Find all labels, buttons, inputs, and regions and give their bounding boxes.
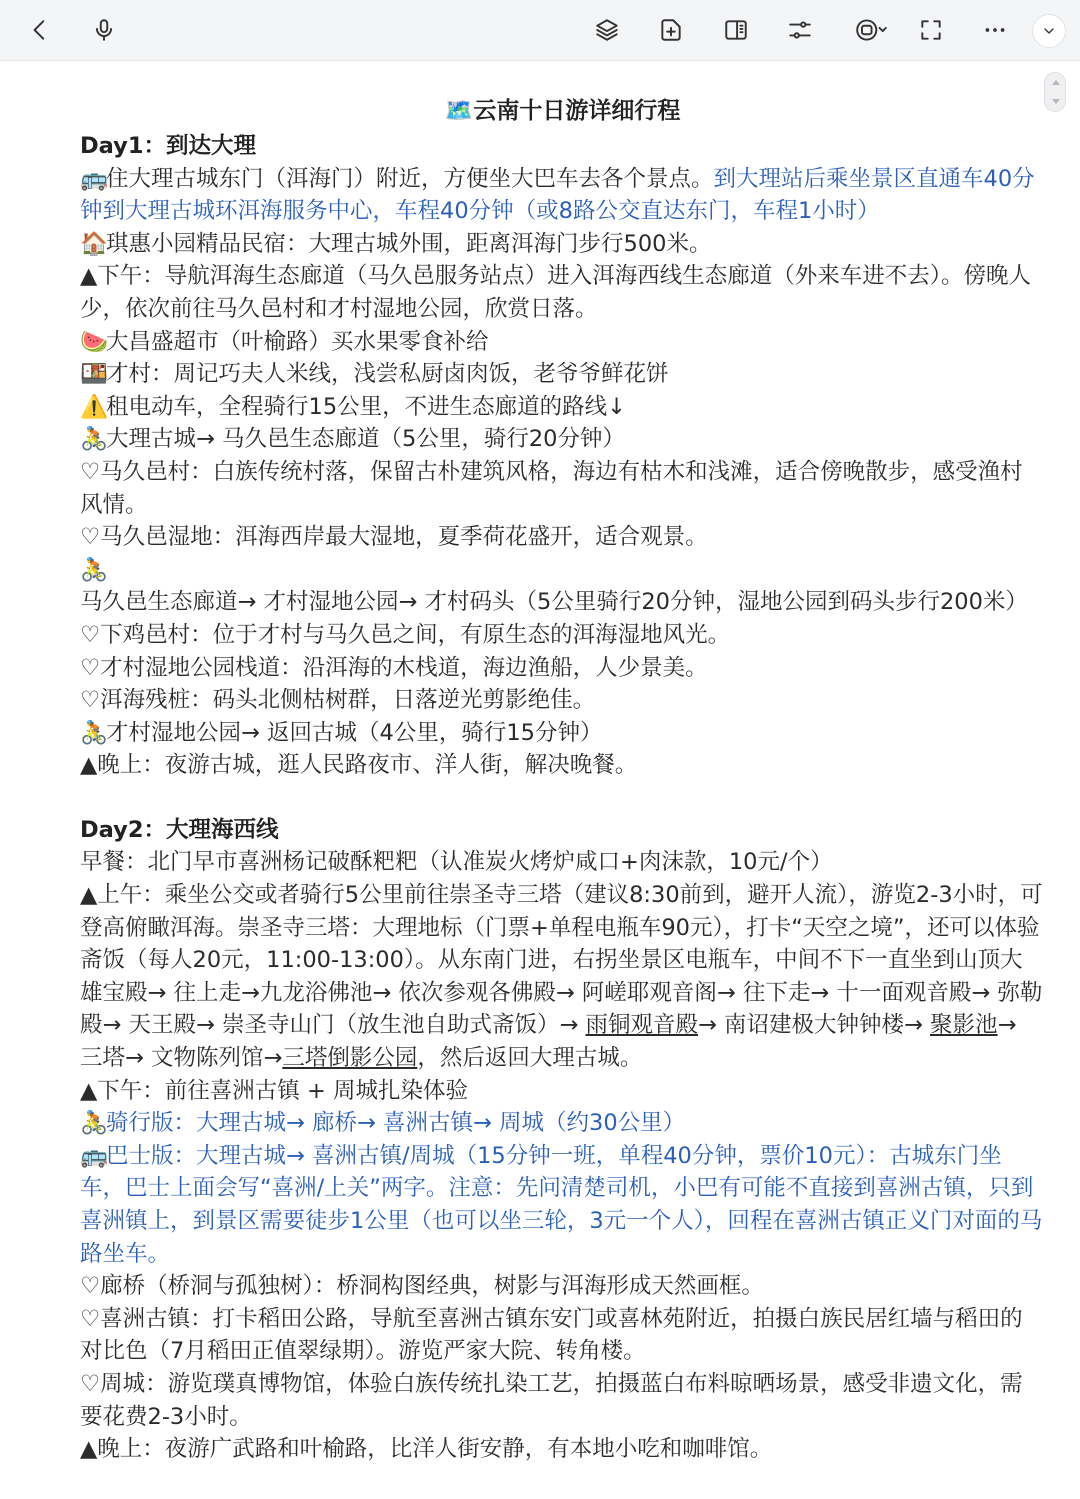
day2-line: ▲晚上：夜游广武路和叶榆路，比洋人街安静，有本地小吃和咖啡馆。 [80, 1436, 773, 1463]
day2-line: ▲下午：前往喜洲古镇 + 周城扎染体验 [80, 1077, 468, 1104]
text-run: → 南诏建极大钟钟楼→ [698, 1012, 931, 1039]
bicycle-icon: 🚴 [80, 1110, 109, 1137]
day2-line: ♡廊桥（桥洞与孤独树）：桥洞构图经典，树影与洱海形成天然画框。 [80, 1273, 764, 1300]
page-title [80, 92, 1045, 130]
day1-line [80, 554, 1045, 619]
day1-line: ♡马久邑湿地：洱海西岸最大湿地，夏季荷花盛开，适合观景。 [80, 524, 708, 551]
day2-line: ♡喜洲古镇：打卡稻田公路，导航至喜洲古镇东安门或喜林苑附近，拍摄白族民居红墙与稻田的对比色（7月稻田正值翠绿期）。游览严家大院、转角楼。 [80, 1305, 1023, 1365]
microphone-icon[interactable] [86, 12, 122, 48]
sliders-icon[interactable] [782, 12, 818, 48]
bicycle-icon: 🚴 [80, 719, 109, 746]
text-run: 住大理古城东门（洱海门）附近，方便坐大巴车去各个景点。 [106, 165, 714, 192]
section-gap [80, 782, 1045, 814]
bicycle-icon: 🚴 [80, 556, 109, 583]
day1-line: ▲下午：导航洱海生态廊道（马久邑服务站点）进入洱海西线生态廊道（外来车进不去）。傍晚人少，依次前往马久邑村和才村湿地公园，欣赏日落。 [80, 263, 1032, 322]
day2-line [80, 1107, 1045, 1140]
house-icon: 🏠 [80, 230, 109, 257]
watermelon-icon: 🍉 [80, 328, 109, 355]
map-icon: 🗺️ [444, 98, 474, 124]
day1-line [80, 358, 1045, 391]
linked-place[interactable]: 聚影池 [930, 1012, 998, 1039]
back-icon[interactable] [22, 12, 58, 48]
title-text: 云南十日游详细行程 [473, 98, 681, 124]
day1-line: ♡下鸡邑村：位于才村与马久邑之间，有原生态的洱海湿地风光。 [80, 621, 731, 648]
day1-heading: Day1：到达大理 [80, 133, 256, 159]
text-run: 租电动车，全程骑行15公里，不进生态廊道的路线↓ [106, 393, 626, 420]
day1-line [80, 228, 1045, 261]
split-view-icon[interactable] [718, 12, 754, 48]
day1-line [80, 326, 1045, 359]
expand-icon[interactable] [913, 12, 949, 48]
day1-line: ▲晚上：夜游古城，逛人民路夜市、洋人街，解决晚餐。 [80, 752, 638, 779]
text-run: 大理古城→ 马久邑生态廊道（5公里，骑行20分钟） [106, 426, 625, 453]
text-run: 才村湿地公园→ 返回古城（4公里，骑行15分钟） [106, 719, 603, 746]
text-run: ▲上午：乘坐公交或者骑行5公里前往崇圣寺三塔（建议8:30前到，避开人流），游览2-3小时，可登高俯瞰洱海。崇圣寺三塔：大理地标（门票+单程电瓶车90元），打卡“天空之境”，还可以体验斋饭（每人20元，11:00-13:00）。从东南门进，右拐坐景区电瓶车，中间不下一直坐到山顶大雄宝殿→ 往上走→九龙浴佛池→ 依次参观各佛殿→ 阿嵯耶观音阁→ 往下走→ 十一面观音殿→ 弥勒殿→ 天王殿→ 崇圣寺山门（放生池自助式斋饭）→ [80, 882, 1043, 1039]
day2-line: ♡周城：游览璞真博物馆，体验白族传统扎染工艺，拍摄蓝白布料晾晒场景，感受非遗文化，需要花费2-3小时。 [80, 1370, 1023, 1430]
day1-line [80, 717, 1045, 750]
text-run: → 三塔→ 文物陈列馆→ [80, 1012, 1017, 1072]
linked-place[interactable]: 雨铜观音殿 [585, 1012, 699, 1039]
bus-icon: 🚌 [80, 1142, 109, 1169]
transit-info: 到大理站后乘坐景区直通车40分钟到大理古城环洱海服务中心，车程40分钟（或8路公交直达东门，车程1小时） [80, 165, 1035, 225]
day1-line: ♡才村湿地公园栈道：沿洱海的木栈道，海边渔船，人少景美。 [80, 654, 708, 681]
day1-line [80, 163, 1045, 228]
day1-line: ♡马久邑村：白族传统村落，保留古朴建筑风格，海边有枯木和浅滩，适合傍晚散步，感受渔村风情。 [80, 458, 1023, 518]
day1-line: ♡洱海残桩：码头北侧枯树群，日落逆光剪影绝佳。 [80, 687, 596, 714]
day1-line [80, 423, 1045, 456]
bento-icon: 🍱 [80, 361, 109, 388]
text-run: 马久邑生态廊道→ 才村湿地公园→ 才村码头（5公里骑行20分钟，湿地公园到码头步行200米） [80, 589, 1028, 616]
bus-icon: 🚌 [80, 165, 109, 192]
top-toolbar [0, 0, 1080, 61]
more-icon[interactable] [977, 12, 1013, 48]
chevron-down-icon[interactable] [1032, 14, 1066, 48]
bicycle-icon: 🚴 [80, 426, 109, 453]
text-run: 琪惠小园精品民宿：大理古城外围，距离洱海门步行500米。 [106, 230, 712, 257]
warning-icon: ⚠️ [80, 393, 109, 420]
day2-line [80, 1140, 1045, 1270]
day2-heading: Day2：大理海西线 [80, 816, 279, 843]
day2-line [80, 879, 1045, 1075]
text-run: 大昌盛超市（叶榆路）买水果零食补给 [106, 328, 489, 355]
text-run: 巴士版：大理古城→ 喜洲古镇/周城（15分钟一班，单程40分钟，票价10元）：古城东门坐车，巴士上面会写“喜洲/上关”两字。注意：先问清楚司机，小巴有可能不直接到喜洲古镇，只到喜洲镇上，到景区需要徒步1公里（也可以坐三轮，3元一个人），回程在喜洲古镇正义门对面的马路坐车。 [80, 1142, 1043, 1267]
day1-line [80, 391, 1045, 424]
add-note-icon[interactable] [653, 12, 689, 48]
layers-icon[interactable] [589, 12, 625, 48]
text-run: 才村：周记巧夫人米线，浅尝私厨卤肉饭，老爷爷鲜花饼 [106, 361, 669, 388]
ai-assistant-icon[interactable] [848, 12, 894, 48]
document-body [80, 92, 1045, 1466]
scroll-handle[interactable] [1044, 72, 1066, 112]
text-run: 骑行版：大理古城→ 廊桥→ 喜洲古镇→ 周城（约30公里） [106, 1110, 686, 1137]
day2-line: 早餐：北门早市喜洲杨记破酥粑粑（认准炭火烤炉咸口+肉沫款，10元/个） [80, 849, 833, 876]
linked-place[interactable]: 三塔倒影公园 [282, 1045, 418, 1072]
text-run: ，然后返回大理古城。 [417, 1045, 643, 1072]
